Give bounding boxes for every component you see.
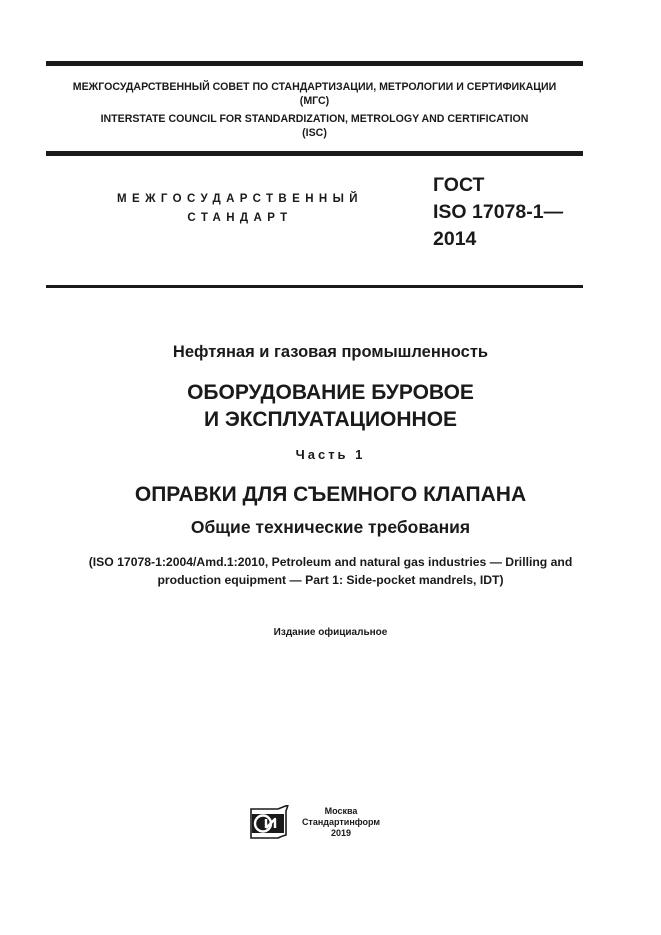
council-name-ru: МЕЖГОСУДАРСТВЕННЫЙ СОВЕТ ПО СТАНДАРТИЗАЦИИ, МЕТРОЛОГИИ И СЕРТИФИКАЦИИ [72, 81, 557, 93]
gost-label: ГОСТ [433, 174, 485, 196]
council-abbr-en: (ISC) [302, 127, 327, 139]
document-title: ОПРАВКИ ДЛЯ СЪЕМНОГО КЛАПАНА [134, 483, 527, 506]
publisher-year: 2019 [330, 828, 352, 838]
standartinform-logo-icon [248, 805, 290, 839]
gost-designation [433, 172, 563, 253]
council-abbr-ru: (МГС) [299, 95, 330, 107]
designation-divider-rule [46, 285, 583, 288]
council-name-en: INTERSTATE COUNCIL FOR STANDARDIZATION, METROLOGY AND CERTIFICATION [100, 113, 529, 125]
equipment-heading-line2: И ЭКСПЛУАТАЦИОННОЕ [203, 408, 458, 431]
standard-type-line1: МЕЖГОСУДАРСТВЕННЫЙ [117, 193, 363, 205]
top-rule [46, 61, 583, 66]
publisher-info [296, 806, 386, 839]
gost-year: 2014 [433, 228, 477, 250]
equipment-heading [0, 379, 661, 433]
edition-label: Издание официальное [273, 627, 388, 638]
iso-reference-line1: (ISO 17078-1:2004/Amd.1:2010, Petroleum and natural gas industries — Drilling and [88, 555, 573, 569]
standard-type [100, 190, 380, 228]
gost-number: ISO 17078-1— [433, 201, 564, 223]
document-subtitle: Общие технические требования [190, 517, 471, 537]
iso-reference [0, 553, 661, 589]
industry-heading: Нефтяная и газовая промышленность [172, 343, 489, 361]
header-divider-rule [46, 151, 583, 156]
standard-type-line2: СТАНДАРТ [187, 212, 293, 224]
iso-reference-line2: production equipment — Part 1: Side-pocket mandrels, IDT) [157, 573, 504, 587]
part-label: Часть 1 [295, 447, 366, 462]
publisher-name: Стандартинформ [301, 817, 381, 827]
publisher-city: Москва [324, 806, 358, 816]
equipment-heading-line1: ОБОРУДОВАНИЕ БУРОВОЕ [187, 381, 474, 404]
